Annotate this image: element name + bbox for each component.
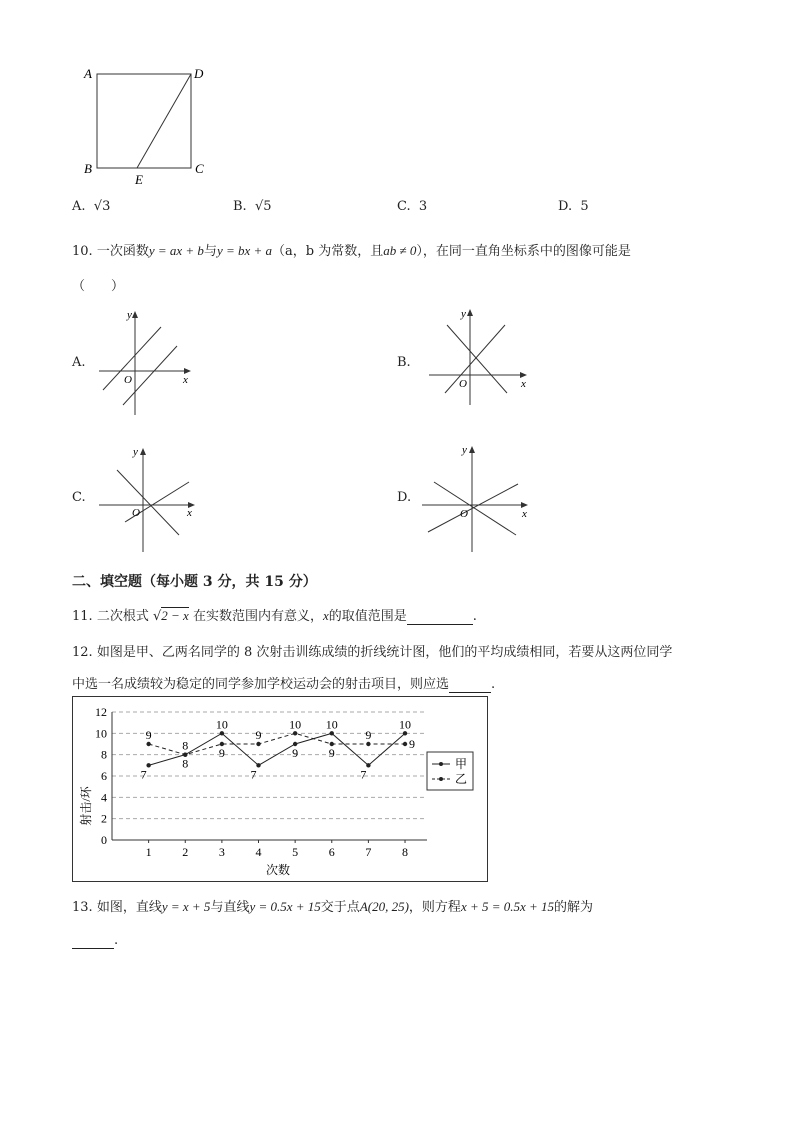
q10-option-b-label: B.	[397, 355, 411, 370]
q13-text-1: 如图，直线	[96, 900, 162, 915]
line-2	[428, 484, 518, 532]
x-label: x	[521, 378, 526, 390]
q10-stem	[72, 240, 631, 259]
q10-option-d-label: D.	[397, 490, 412, 505]
choice-letter: D.	[558, 199, 573, 214]
q12-answer-blank[interactable]	[449, 677, 491, 693]
origin-label: O	[132, 507, 140, 519]
data-label: 10	[325, 717, 338, 732]
data-label: 10	[215, 717, 228, 732]
line-1	[117, 470, 179, 535]
data-point	[330, 731, 334, 735]
q11-end: .	[472, 609, 477, 624]
q12-end: .	[491, 677, 496, 692]
choice-letter: B.	[233, 199, 247, 214]
data-label: 9	[145, 728, 152, 742]
choice-letter: A.	[72, 199, 86, 214]
q12-text-1: 如图是甲、乙两名同学的 8 次射击训练成绩的折线统计图，他们的平均成绩相同，若要从这两位同学	[96, 645, 673, 660]
data-point	[293, 731, 297, 735]
data-point	[146, 763, 150, 767]
x-tick-label: 7	[365, 845, 372, 859]
choice-value: 3	[418, 199, 428, 214]
y-tick-label: 6	[101, 769, 107, 783]
q13-end: .	[114, 933, 119, 948]
q13-eq2: y = 0.5x + 15	[249, 899, 321, 914]
x-tick-label: 8	[402, 845, 409, 859]
q13-text-5: 的解为	[554, 900, 594, 915]
q13-point: A(20, 25)	[359, 899, 409, 914]
origin-label: O	[459, 378, 467, 390]
y-arrow-icon	[132, 311, 138, 318]
x-tick-label: 4	[255, 845, 262, 859]
y-tick-label: 10	[95, 726, 107, 741]
q12-text-2: 中选一名成绩较为稳定的同学参加学校运动会的射击项目，则应选	[72, 677, 450, 692]
line-2	[445, 325, 505, 393]
label-b: B	[84, 161, 92, 176]
y-tick-label: 4	[101, 790, 107, 805]
q10-text-3: （a，b 为常数，且	[272, 244, 384, 259]
data-label: 7	[140, 767, 147, 782]
q11-number: 11.	[72, 609, 93, 624]
legend-label-1: 甲	[455, 757, 468, 771]
y-tick-label: 8	[101, 747, 107, 762]
y-tick-label: 0	[101, 833, 107, 847]
q9-square-figure	[80, 60, 220, 190]
data-label: 9	[255, 728, 262, 742]
q9-choice-b	[233, 199, 272, 214]
q11-var: x	[322, 608, 329, 623]
q10-cond: ab ≠ 0	[383, 243, 417, 258]
q10-number: 10.	[72, 244, 93, 259]
data-label: 7	[360, 767, 367, 782]
y-label: y	[127, 309, 132, 321]
chart-ylabel: 射击/环	[79, 786, 93, 826]
q12-line-chart	[72, 696, 488, 882]
chart-xlabel: 次数	[265, 863, 291, 877]
q9-choice-c	[397, 199, 427, 214]
chart-legend	[427, 752, 473, 790]
q10-text-1: 一次函数	[96, 244, 149, 259]
segment-ed	[137, 74, 191, 168]
q10-text-4: ），在同一直角坐标系中的图像可能是	[416, 244, 631, 259]
q10-option-c-label: C.	[72, 490, 86, 505]
q11-radicand: 2 − x	[161, 608, 189, 623]
y-arrow-icon	[469, 446, 475, 453]
label-c: C	[195, 161, 204, 176]
x-label: x	[183, 374, 188, 386]
y-tick-label: 2	[101, 811, 107, 826]
q10-graph-b	[425, 305, 535, 415]
chart-border	[73, 697, 488, 882]
square-abcd	[97, 74, 191, 168]
data-point	[220, 731, 224, 735]
label-d: D	[194, 66, 204, 81]
choice-value: √5	[254, 199, 272, 214]
data-point	[366, 763, 370, 767]
origin-label: O	[460, 508, 468, 520]
y-label: y	[461, 308, 466, 320]
data-point	[403, 731, 407, 735]
q13-text-3: 交于点	[320, 900, 360, 915]
q12-number: 12.	[72, 645, 93, 660]
data-point	[366, 742, 370, 746]
q9-choice-d	[558, 199, 589, 214]
q10-paren: （ ）	[72, 279, 125, 294]
y-tick-label: 12	[95, 705, 107, 719]
q13-text-2: 与直线	[210, 900, 250, 915]
q13-eq1: y = x + 5	[161, 899, 211, 914]
line-1	[434, 482, 516, 535]
data-label: 8	[182, 756, 189, 771]
q13-answer-blank[interactable]	[72, 933, 114, 949]
choice-letter: C.	[397, 199, 411, 214]
line-1	[447, 325, 507, 393]
choice-value: 5	[580, 199, 589, 214]
data-label: 8	[182, 738, 189, 753]
q13-text-4: ，则方程	[408, 900, 461, 915]
radical-icon: √	[152, 609, 162, 624]
q10-graph-a	[95, 305, 200, 415]
data-point	[146, 742, 150, 746]
data-label: 7	[250, 767, 257, 782]
x-label: x	[187, 507, 192, 519]
q13-line-2	[72, 933, 118, 949]
x-label: x	[522, 508, 527, 520]
data-point	[256, 742, 260, 746]
origin-label: O	[124, 374, 132, 386]
q10-graph-d	[420, 440, 535, 555]
data-label: 9	[218, 746, 225, 760]
data-label: 10	[289, 717, 302, 732]
data-label: 9	[328, 746, 335, 760]
x-tick-label: 2	[182, 845, 189, 859]
legend-marker-1	[439, 762, 443, 766]
q10-option-a-label: A.	[72, 355, 86, 370]
q11-answer-blank[interactable]	[407, 609, 473, 625]
q12-line-2	[72, 673, 495, 693]
q10-graph-c	[95, 440, 205, 555]
data-label: 9	[292, 746, 299, 760]
x-tick-label: 6	[328, 845, 335, 859]
line-1	[103, 327, 161, 390]
data-point	[256, 763, 260, 767]
q10-text-2: 与	[203, 244, 217, 259]
q13-number: 13.	[72, 900, 93, 915]
q10-eq2: y = bx + a	[216, 243, 273, 258]
x-tick-label: 3	[218, 845, 225, 859]
q13-stem	[72, 896, 593, 915]
choice-value: √3	[93, 199, 111, 214]
q11-text-3: 的取值范围是	[328, 609, 407, 624]
x-tick-label: 5	[292, 845, 299, 859]
y-arrow-icon	[467, 309, 473, 316]
y-label: y	[462, 444, 467, 456]
q11-stem	[72, 605, 477, 625]
y-arrow-icon	[140, 448, 146, 455]
data-label: 10	[399, 717, 412, 732]
legend-label-2: 乙	[455, 772, 468, 786]
section-2-title: 二、填空题（每小题 3 分，共 15 分）	[72, 574, 317, 590]
data-point	[403, 742, 407, 746]
x-tick-label: 1	[145, 845, 152, 859]
q12-line-1	[72, 641, 672, 660]
q11-text-2: 在实数范围内有意义，	[192, 609, 323, 624]
label-e: E	[135, 172, 143, 187]
y-label: y	[133, 446, 138, 458]
data-label: 9	[365, 728, 372, 742]
legend-marker-2	[439, 777, 443, 781]
q10-eq1: y = ax + b	[148, 243, 204, 258]
data-label: 9	[409, 737, 416, 751]
q11-text-1: 二次根式	[96, 609, 149, 624]
q13-eq3: x + 5 = 0.5x + 15	[460, 899, 555, 914]
q9-choice-a	[72, 199, 110, 214]
label-a: A	[84, 66, 92, 81]
